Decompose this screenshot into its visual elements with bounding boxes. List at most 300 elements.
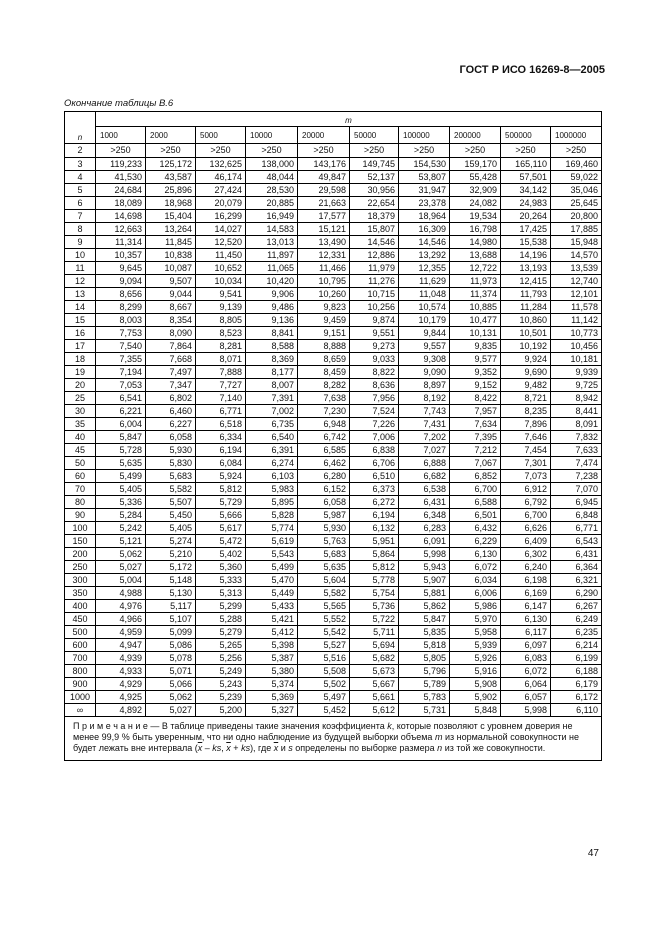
value-cell: 24,684 [96, 184, 146, 197]
value-cell: 6,771 [196, 405, 246, 418]
value-cell: 30,956 [350, 184, 399, 197]
value-cell: 6,792 [501, 496, 551, 509]
value-cell: 8,090 [146, 327, 196, 340]
value-cell: 5,117 [146, 600, 196, 613]
value-cell: 149,745 [350, 158, 399, 171]
value-cell: 6,103 [246, 470, 298, 483]
value-cell: 6,214 [551, 639, 602, 652]
value-cell: 11,973 [450, 275, 501, 288]
value-cell: 6,912 [501, 483, 551, 496]
value-cell: 7,073 [501, 470, 551, 483]
value-cell: 6,179 [551, 678, 602, 691]
value-cell: 10,192 [501, 340, 551, 353]
table-row [65, 158, 602, 171]
table-row [65, 457, 602, 470]
value-cell: 6,249 [551, 613, 602, 626]
value-cell: 7,896 [501, 418, 551, 431]
value-cell: 29,598 [298, 184, 350, 197]
value-cell: 8,942 [551, 392, 602, 405]
value-cell: 7,957 [450, 405, 501, 418]
value-cell: 6,283 [399, 522, 450, 535]
value-cell: 18,964 [399, 210, 450, 223]
value-cell: 10,181 [551, 353, 602, 366]
value-cell: 6,058 [146, 431, 196, 444]
value-cell: 5,983 [246, 483, 298, 496]
value-cell: 6,518 [196, 418, 246, 431]
coefficient-table [64, 111, 602, 761]
table-row [65, 275, 602, 288]
table-row [65, 236, 602, 249]
value-cell: 11,314 [96, 236, 146, 249]
n-cell: 2 [65, 144, 96, 158]
table-row [65, 535, 602, 548]
value-cell: 5,612 [350, 704, 399, 717]
value-cell: 13,292 [399, 249, 450, 262]
value-cell: 143,176 [298, 158, 350, 171]
value-cell: 5,242 [96, 522, 146, 535]
value-cell: 7,524 [350, 405, 399, 418]
value-cell: 6,169 [501, 587, 551, 600]
m-column-header: m [96, 112, 602, 127]
value-cell: 5,402 [196, 548, 246, 561]
value-cell: 11,450 [196, 249, 246, 262]
table-row [65, 249, 602, 262]
table-row [65, 405, 602, 418]
value-cell: 7,226 [350, 418, 399, 431]
value-cell: 6,945 [551, 496, 602, 509]
value-cell: 5,722 [350, 613, 399, 626]
value-cell: 9,577 [450, 353, 501, 366]
value-cell: 7,864 [146, 340, 196, 353]
value-cell: 5,470 [246, 574, 298, 587]
m-value-header: 20000 [298, 127, 350, 144]
value-cell: 4,939 [96, 652, 146, 665]
value-cell: 6,585 [298, 444, 350, 457]
value-cell: 4,947 [96, 639, 146, 652]
value-cell: 5,805 [399, 652, 450, 665]
n-cell: 70 [65, 483, 96, 496]
value-cell: 17,425 [501, 223, 551, 236]
value-cell: 5,256 [196, 652, 246, 665]
value-cell: 5,930 [146, 444, 196, 457]
value-cell: 5,635 [96, 457, 146, 470]
n-cell: 30 [65, 405, 96, 418]
value-cell: 10,087 [146, 262, 196, 275]
value-cell: 4,892 [96, 704, 146, 717]
value-cell: 9,541 [196, 288, 246, 301]
value-cell: 5,796 [399, 665, 450, 678]
value-cell: 5,736 [350, 600, 399, 613]
value-cell: 5,121 [96, 535, 146, 548]
table-row [65, 379, 602, 392]
value-cell: 10,773 [551, 327, 602, 340]
value-cell: 20,264 [501, 210, 551, 223]
value-cell: 7,668 [146, 353, 196, 366]
value-cell: 14,027 [196, 223, 246, 236]
value-cell: 10,456 [551, 340, 602, 353]
value-cell: 53,807 [399, 171, 450, 184]
value-cell: 5,313 [196, 587, 246, 600]
value-cell: 11,793 [501, 288, 551, 301]
value-cell: 9,835 [450, 340, 501, 353]
value-cell: 9,090 [399, 366, 450, 379]
value-cell: 6,188 [551, 665, 602, 678]
value-cell: 5,507 [146, 496, 196, 509]
value-cell: 25,896 [146, 184, 196, 197]
value-cell: 34,142 [501, 184, 551, 197]
m-value-header: 100000 [399, 127, 450, 144]
value-cell: 12,886 [350, 249, 399, 262]
value-cell: 7,540 [96, 340, 146, 353]
table-row [65, 366, 602, 379]
value-cell: 5,902 [450, 691, 501, 704]
n-cell: 80 [65, 496, 96, 509]
value-cell: >250 [298, 144, 350, 158]
value-cell: 8,656 [96, 288, 146, 301]
value-cell: >250 [551, 144, 602, 158]
value-cell: 24,983 [501, 197, 551, 210]
value-cell: 7,431 [399, 418, 450, 431]
value-cell: 6,682 [399, 470, 450, 483]
value-cell: 5,661 [350, 691, 399, 704]
value-cell: >250 [196, 144, 246, 158]
value-cell: 5,783 [399, 691, 450, 704]
value-cell: 5,862 [399, 600, 450, 613]
note-text: и [278, 743, 289, 753]
value-cell: 5,516 [298, 652, 350, 665]
note-text: П р и м е ч а н и е — В таблице приведены такие значения коэффициента [73, 721, 388, 731]
value-cell: 7,454 [501, 444, 551, 457]
value-cell: 19,534 [450, 210, 501, 223]
value-cell: 6,064 [501, 678, 551, 691]
value-cell: 16,798 [450, 223, 501, 236]
value-cell: 9,557 [399, 340, 450, 353]
n-cell: 300 [65, 574, 96, 587]
value-cell: >250 [399, 144, 450, 158]
value-cell: 10,420 [246, 275, 298, 288]
value-cell: 4,925 [96, 691, 146, 704]
value-cell: 32,909 [450, 184, 501, 197]
value-cell: 8,177 [246, 366, 298, 379]
value-cell: 7,832 [551, 431, 602, 444]
value-cell: 6,240 [501, 561, 551, 574]
value-cell: 20,800 [551, 210, 602, 223]
value-cell: 8,007 [246, 379, 298, 392]
value-cell: 14,546 [399, 236, 450, 249]
value-cell: 6,334 [196, 431, 246, 444]
value-cell: 5,472 [196, 535, 246, 548]
value-cell: 9,482 [501, 379, 551, 392]
value-cell: 5,908 [450, 678, 501, 691]
value-cell: 17,885 [551, 223, 602, 236]
value-cell: 6,132 [350, 522, 399, 535]
n-cell: 45 [65, 444, 96, 457]
value-cell: >250 [146, 144, 196, 158]
value-cell: 5,666 [196, 509, 246, 522]
value-cell: 6,364 [551, 561, 602, 574]
value-cell: 8,459 [298, 366, 350, 379]
value-cell: 4,959 [96, 626, 146, 639]
value-cell: 11,897 [246, 249, 298, 262]
n-cell: 500 [65, 626, 96, 639]
value-cell: 165,110 [501, 158, 551, 171]
value-cell: 59,022 [551, 171, 602, 184]
value-cell: 5,731 [399, 704, 450, 717]
table-row [65, 418, 602, 431]
value-cell: 5,835 [399, 626, 450, 639]
table-row [65, 210, 602, 223]
value-cell: 15,948 [551, 236, 602, 249]
table-row [65, 144, 602, 158]
value-cell: 7,347 [146, 379, 196, 392]
value-cell: 7,753 [96, 327, 146, 340]
value-cell: 11,065 [246, 262, 298, 275]
n-cell: 35 [65, 418, 96, 431]
value-cell: 6,848 [551, 509, 602, 522]
value-cell: 10,477 [450, 314, 501, 327]
value-cell: 8,369 [246, 353, 298, 366]
value-cell: 6,700 [450, 483, 501, 496]
table-row [65, 327, 602, 340]
value-cell: 6,057 [501, 691, 551, 704]
value-cell: 17,577 [298, 210, 350, 223]
note-text: , [221, 743, 227, 753]
table-row [65, 678, 602, 691]
value-cell: 7,646 [501, 431, 551, 444]
value-cell: 9,645 [96, 262, 146, 275]
note-text: из нормальной совокупности не будет лежать вне интервала ( [73, 732, 580, 753]
value-cell: 6,771 [551, 522, 602, 535]
value-cell: 5,812 [350, 561, 399, 574]
m-value-header: 1000000 [551, 127, 602, 144]
value-cell: 9,823 [298, 301, 350, 314]
value-cell: 5,930 [298, 522, 350, 535]
table-row [65, 197, 602, 210]
value-cell: 5,387 [246, 652, 298, 665]
value-cell: 10,652 [196, 262, 246, 275]
value-cell: 6,540 [246, 431, 298, 444]
table-row [65, 171, 602, 184]
value-cell: 11,276 [350, 275, 399, 288]
n-cell: 900 [65, 678, 96, 691]
table-row [65, 522, 602, 535]
value-cell: 4,929 [96, 678, 146, 691]
value-cell: 5,172 [146, 561, 196, 574]
value-cell: 9,924 [501, 353, 551, 366]
value-cell: 16,299 [196, 210, 246, 223]
value-cell: 7,006 [350, 431, 399, 444]
table-row [65, 704, 602, 717]
n-cell: 200 [65, 548, 96, 561]
value-cell: 46,174 [196, 171, 246, 184]
value-cell: 9,844 [399, 327, 450, 340]
value-cell: 5,527 [298, 639, 350, 652]
n-cell: 3 [65, 158, 96, 171]
value-cell: 5,926 [450, 652, 501, 665]
value-cell: 18,968 [146, 197, 196, 210]
table-row [65, 431, 602, 444]
value-cell: 10,034 [196, 275, 246, 288]
table-row [65, 483, 602, 496]
value-cell: 5,066 [146, 678, 196, 691]
value-cell: 5,284 [96, 509, 146, 522]
value-cell: 13,264 [146, 223, 196, 236]
value-cell: 6,235 [551, 626, 602, 639]
value-cell: 5,360 [196, 561, 246, 574]
value-cell: 5,694 [350, 639, 399, 652]
value-cell: 7,238 [551, 470, 602, 483]
value-cell: 25,645 [551, 197, 602, 210]
n-cell: 5 [65, 184, 96, 197]
document-header: ГОСТ Р ИСО 16269-8—2005 [459, 64, 605, 76]
value-cell: 49,847 [298, 171, 350, 184]
value-cell: 15,404 [146, 210, 196, 223]
table-row [65, 665, 602, 678]
n-cell: 40 [65, 431, 96, 444]
value-cell: 5,682 [350, 652, 399, 665]
value-cell: 5,986 [450, 600, 501, 613]
value-cell: 23,378 [399, 197, 450, 210]
value-cell: 6,130 [450, 548, 501, 561]
value-cell: 169,460 [551, 158, 602, 171]
value-cell: 7,956 [350, 392, 399, 405]
value-cell: 5,433 [246, 600, 298, 613]
value-cell: 12,355 [399, 262, 450, 275]
value-cell: 9,151 [298, 327, 350, 340]
note-text: $\overline{x}$ [197, 743, 203, 753]
value-cell: 6,006 [450, 587, 501, 600]
n-cell: 15 [65, 314, 96, 327]
value-cell: 5,333 [196, 574, 246, 587]
value-cell: 20,079 [196, 197, 246, 210]
value-cell: 10,715 [350, 288, 399, 301]
value-cell: 5,249 [196, 665, 246, 678]
value-cell: 6,229 [450, 535, 501, 548]
value-cell: 8,422 [450, 392, 501, 405]
value-cell: 7,888 [196, 366, 246, 379]
value-cell: 6,348 [399, 509, 450, 522]
value-cell: 5,497 [298, 691, 350, 704]
value-cell: 8,659 [298, 353, 350, 366]
value-cell: 9,044 [146, 288, 196, 301]
value-cell: 5,848 [450, 704, 501, 717]
value-cell: 4,976 [96, 600, 146, 613]
value-cell: 6,130 [501, 613, 551, 626]
note-text: $\overline{x}$ [226, 743, 231, 753]
value-cell: 5,552 [298, 613, 350, 626]
value-cell: 15,538 [501, 236, 551, 249]
value-cell: 6,409 [501, 535, 551, 548]
n-cell: 400 [65, 600, 96, 613]
value-cell: 5,279 [196, 626, 246, 639]
value-cell: 5,078 [146, 652, 196, 665]
value-cell: 11,979 [350, 262, 399, 275]
value-cell: 13,193 [501, 262, 551, 275]
value-cell: 10,501 [501, 327, 551, 340]
value-cell: 9,139 [196, 301, 246, 314]
value-cell: 5,582 [298, 587, 350, 600]
value-cell: 5,958 [450, 626, 501, 639]
value-cell: 7,067 [450, 457, 501, 470]
value-cell: 13,688 [450, 249, 501, 262]
value-cell: 5,728 [96, 444, 146, 457]
value-cell: 14,980 [450, 236, 501, 249]
value-cell: 11,845 [146, 236, 196, 249]
value-cell: 5,374 [246, 678, 298, 691]
value-cell: 12,722 [450, 262, 501, 275]
value-cell: 5,299 [196, 600, 246, 613]
value-cell: 12,520 [196, 236, 246, 249]
value-cell: 9,308 [399, 353, 450, 366]
n-cell: 1000 [65, 691, 96, 704]
table-row [65, 561, 602, 574]
value-cell: 6,117 [501, 626, 551, 639]
table-row [65, 301, 602, 314]
value-cell: 4,933 [96, 665, 146, 678]
value-cell: 10,795 [298, 275, 350, 288]
n-cell: 18 [65, 353, 96, 366]
value-cell: 11,578 [551, 301, 602, 314]
value-cell: 5,729 [196, 496, 246, 509]
value-cell: 5,907 [399, 574, 450, 587]
note-text: n [437, 743, 443, 753]
value-cell: 5,086 [146, 639, 196, 652]
value-cell: 6,510 [350, 470, 399, 483]
value-cell: 14,583 [246, 223, 298, 236]
value-cell: 6,735 [246, 418, 298, 431]
value-cell: 5,369 [246, 691, 298, 704]
n-cell: ∞ [65, 704, 96, 717]
value-cell: 5,847 [96, 431, 146, 444]
value-cell: 7,194 [96, 366, 146, 379]
n-cell: 9 [65, 236, 96, 249]
n-cell: 250 [65, 561, 96, 574]
value-cell: 5,288 [196, 613, 246, 626]
value-cell: 16,949 [246, 210, 298, 223]
value-cell: 5,939 [450, 639, 501, 652]
value-cell: 11,629 [399, 275, 450, 288]
value-cell: 9,906 [246, 288, 298, 301]
value-cell: 8,897 [399, 379, 450, 392]
value-cell: 7,474 [551, 457, 602, 470]
note-text: $\overline{x}$ [273, 743, 279, 753]
note-text: – [202, 743, 213, 753]
note-text: ), где [250, 743, 274, 753]
m-value-header: 2000 [146, 127, 196, 144]
m-value-header: 1000 [96, 127, 146, 144]
value-cell: >250 [501, 144, 551, 158]
value-cell: 9,273 [350, 340, 399, 353]
value-cell: 5,405 [146, 522, 196, 535]
n-cell: 60 [65, 470, 96, 483]
n-cell: 11 [65, 262, 96, 275]
value-cell: 6,290 [551, 587, 602, 600]
value-cell: 9,874 [350, 314, 399, 327]
value-cell: 119,233 [96, 158, 146, 171]
value-cell: 5,582 [146, 483, 196, 496]
value-cell: 5,683 [146, 470, 196, 483]
value-cell: 10,256 [350, 301, 399, 314]
value-cell: 35,046 [551, 184, 602, 197]
value-cell: 41,530 [96, 171, 146, 184]
value-cell: 6,948 [298, 418, 350, 431]
table-row [65, 353, 602, 366]
note-text: k [387, 721, 392, 731]
value-cell: 27,424 [196, 184, 246, 197]
value-cell: 9,352 [450, 366, 501, 379]
table-row [65, 626, 602, 639]
value-cell: 6,373 [350, 483, 399, 496]
